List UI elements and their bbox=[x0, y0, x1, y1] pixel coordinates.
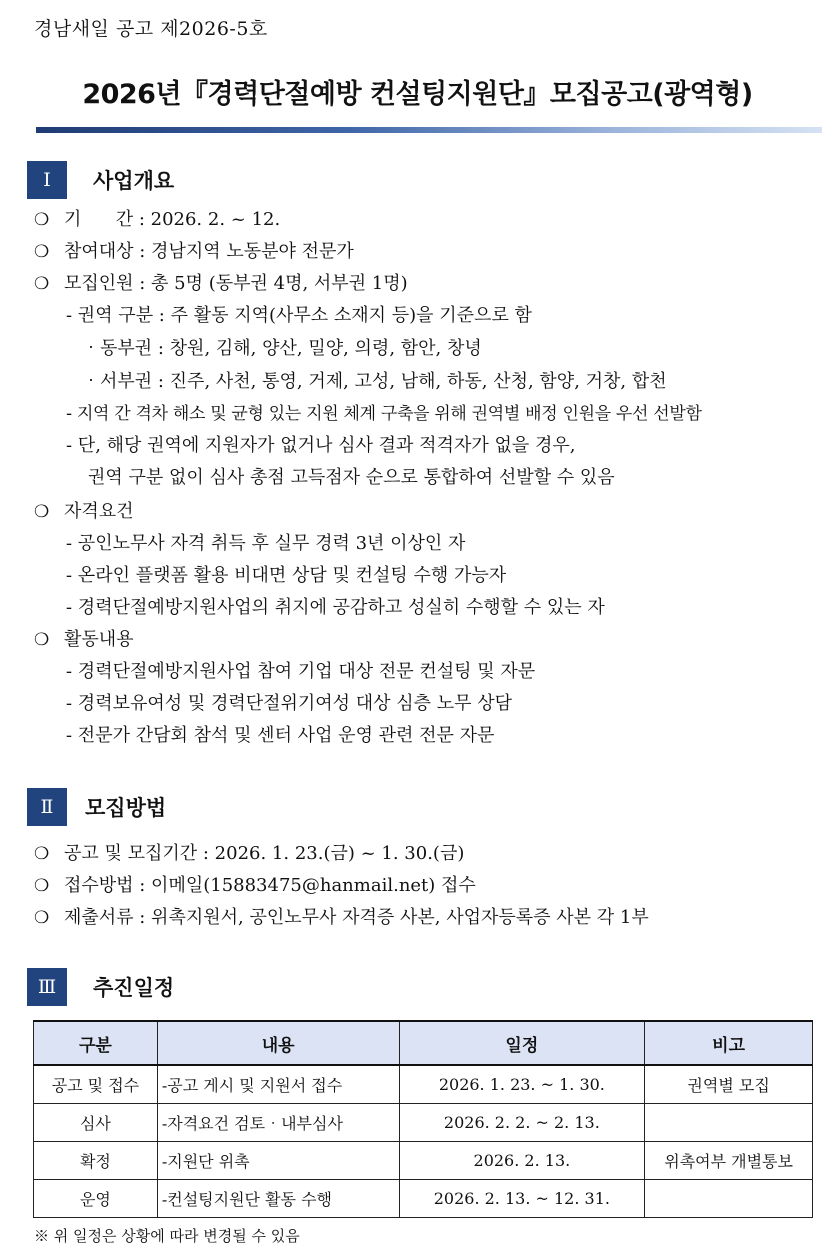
bullet-icon: ❍ bbox=[34, 242, 50, 262]
section-3-title: 추진일정 bbox=[93, 976, 175, 1000]
bullet-icon: ❍ bbox=[34, 210, 50, 230]
table-cell: 운영 bbox=[34, 1180, 158, 1218]
recruit-text: 모집인원 : 총 5명 (동부권 4명, 서부권 1명) bbox=[64, 273, 408, 294]
activity-item: - 전문가 간담회 참석 및 센터 사업 운영 관련 전문 자문 bbox=[66, 725, 495, 746]
table-row bbox=[34, 1104, 813, 1142]
exception-line-1: - 단, 해당 권역에 지원자가 없거나 심사 결과 적격자가 없을 경우, bbox=[66, 435, 576, 456]
bullet-icon: ❍ bbox=[34, 274, 50, 294]
qualification-item: - 공인노무사 자격 취득 후 실무 경력 3년 이상인 자 bbox=[66, 533, 466, 554]
bullet-icon: ❍ bbox=[34, 844, 50, 864]
table-cell: -공고 게시 및 지원서 접수 bbox=[157, 1065, 399, 1104]
qualification-item: - 온라인 플랫폼 활용 비대면 상담 및 컨설팅 수행 가능자 bbox=[66, 565, 507, 586]
documents-text: 제출서류 : 위촉지원서, 공인노무사 자격증 사본, 사업자등록증 사본 각 1부 bbox=[64, 907, 649, 928]
table-cell: 위촉여부 개별통보 bbox=[645, 1142, 813, 1180]
table-cell: 심사 bbox=[34, 1104, 158, 1142]
qualification-heading bbox=[34, 499, 134, 525]
section-3-header bbox=[27, 968, 174, 1006]
table-cell: 확정 bbox=[34, 1142, 158, 1180]
recruit-period-text: 공고 및 모집기간 : 2026. 1. 23.(금) ~ 1. 30.(금) bbox=[64, 843, 465, 864]
qualification-title: 자격요건 bbox=[64, 501, 134, 522]
period-text: 기 간 : 2026. 2. ~ 12. bbox=[64, 209, 281, 230]
bullet-icon: ❍ bbox=[34, 502, 50, 522]
table-cell: 2026. 2. 13. ~ 12. 31. bbox=[399, 1180, 645, 1218]
column-header: 구분 bbox=[34, 1021, 158, 1065]
notice-number: 경남새일 공고 제2026-5호 bbox=[34, 18, 268, 40]
recruit-period-line bbox=[34, 841, 464, 867]
page-title: 2026년『경력단절예방 컨설팅지원단』모집공고(광역형) bbox=[82, 79, 753, 110]
table-row bbox=[34, 1142, 813, 1180]
bullet-icon: ❍ bbox=[34, 630, 50, 650]
table-header-row bbox=[34, 1021, 813, 1065]
table-cell: 2026. 2. 13. bbox=[399, 1142, 645, 1180]
table-cell: 공고 및 접수 bbox=[34, 1065, 158, 1104]
activity-heading bbox=[34, 627, 134, 653]
target-line bbox=[34, 239, 354, 265]
section-2-number: Ⅱ bbox=[27, 788, 67, 826]
table-row bbox=[34, 1065, 813, 1104]
period-line bbox=[34, 207, 280, 233]
activity-item: - 경력단절예방지원사업 참여 기업 대상 전문 컨설팅 및 자문 bbox=[66, 661, 536, 682]
submission-method-line bbox=[34, 873, 476, 899]
section-2-header bbox=[27, 788, 166, 826]
section-1-number: Ⅰ bbox=[27, 161, 67, 199]
column-header: 내용 bbox=[157, 1021, 399, 1065]
priority-line: - 지역 간 격차 해소 및 균형 있는 지원 체계 구축을 위해 권역별 배정 인원을 우선 선발함 bbox=[66, 404, 702, 424]
table-cell: -지원단 위촉 bbox=[157, 1142, 399, 1180]
table-cell: -자격요건 검토‧내부심사 bbox=[157, 1104, 399, 1142]
section-3-number: Ⅲ bbox=[27, 968, 67, 1006]
west-region-line: ‧서부권 : 진주, 사천, 통영, 거제, 고성, 남해, 하동, 산청, 함양, 거창, 합천 bbox=[82, 371, 667, 392]
target-text: 참여대상 : 경남지역 노동분야 전문가 bbox=[64, 241, 354, 262]
submission-method-text: 접수방법 : 이메일(15883475@hanmail.net) 접수 bbox=[64, 875, 476, 896]
schedule-note: ※ 위 일정은 상황에 따라 변경될 수 있음 bbox=[34, 1227, 300, 1245]
title-underline-bar bbox=[36, 127, 822, 133]
table-cell: 권역별 모집 bbox=[645, 1065, 813, 1104]
table-cell bbox=[645, 1104, 813, 1142]
east-region-line: ‧동부권 : 창원, 김해, 양산, 밀양, 의령, 함안, 창녕 bbox=[82, 338, 482, 359]
section-2-title: 모집방법 bbox=[85, 796, 167, 820]
documents-line bbox=[34, 905, 649, 931]
activity-item: - 경력보유여성 및 경력단절위기여성 대상 심층 노무 상담 bbox=[66, 693, 513, 714]
section-1-title: 사업개요 bbox=[93, 169, 175, 193]
region-basis-line: - 권역 구분 : 주 활동 지역(사무소 소재지 등)을 기준으로 함 bbox=[66, 305, 532, 326]
table-cell: 2026. 1. 23. ~ 1. 30. bbox=[399, 1065, 645, 1104]
table-cell: 2026. 2. 2. ~ 2. 13. bbox=[399, 1104, 645, 1142]
bullet-icon: ❍ bbox=[34, 908, 50, 928]
table-cell: -컨설팅지원단 활동 수행 bbox=[157, 1180, 399, 1218]
column-header: 일정 bbox=[399, 1021, 645, 1065]
bullet-icon: ❍ bbox=[34, 876, 50, 896]
schedule-table bbox=[33, 1020, 813, 1218]
section-1-header bbox=[27, 161, 174, 199]
column-header: 비고 bbox=[645, 1021, 813, 1065]
table-row bbox=[34, 1180, 813, 1218]
table-cell bbox=[645, 1180, 813, 1218]
qualification-item: - 경력단절예방지원사업의 취지에 공감하고 성실히 수행할 수 있는 자 bbox=[66, 597, 605, 618]
activity-title: 활동내용 bbox=[64, 629, 134, 650]
exception-line-2: 권역 구분 없이 심사 총점 고득점자 순으로 통합하여 선발할 수 있음 bbox=[88, 467, 615, 488]
recruit-line bbox=[34, 271, 408, 297]
